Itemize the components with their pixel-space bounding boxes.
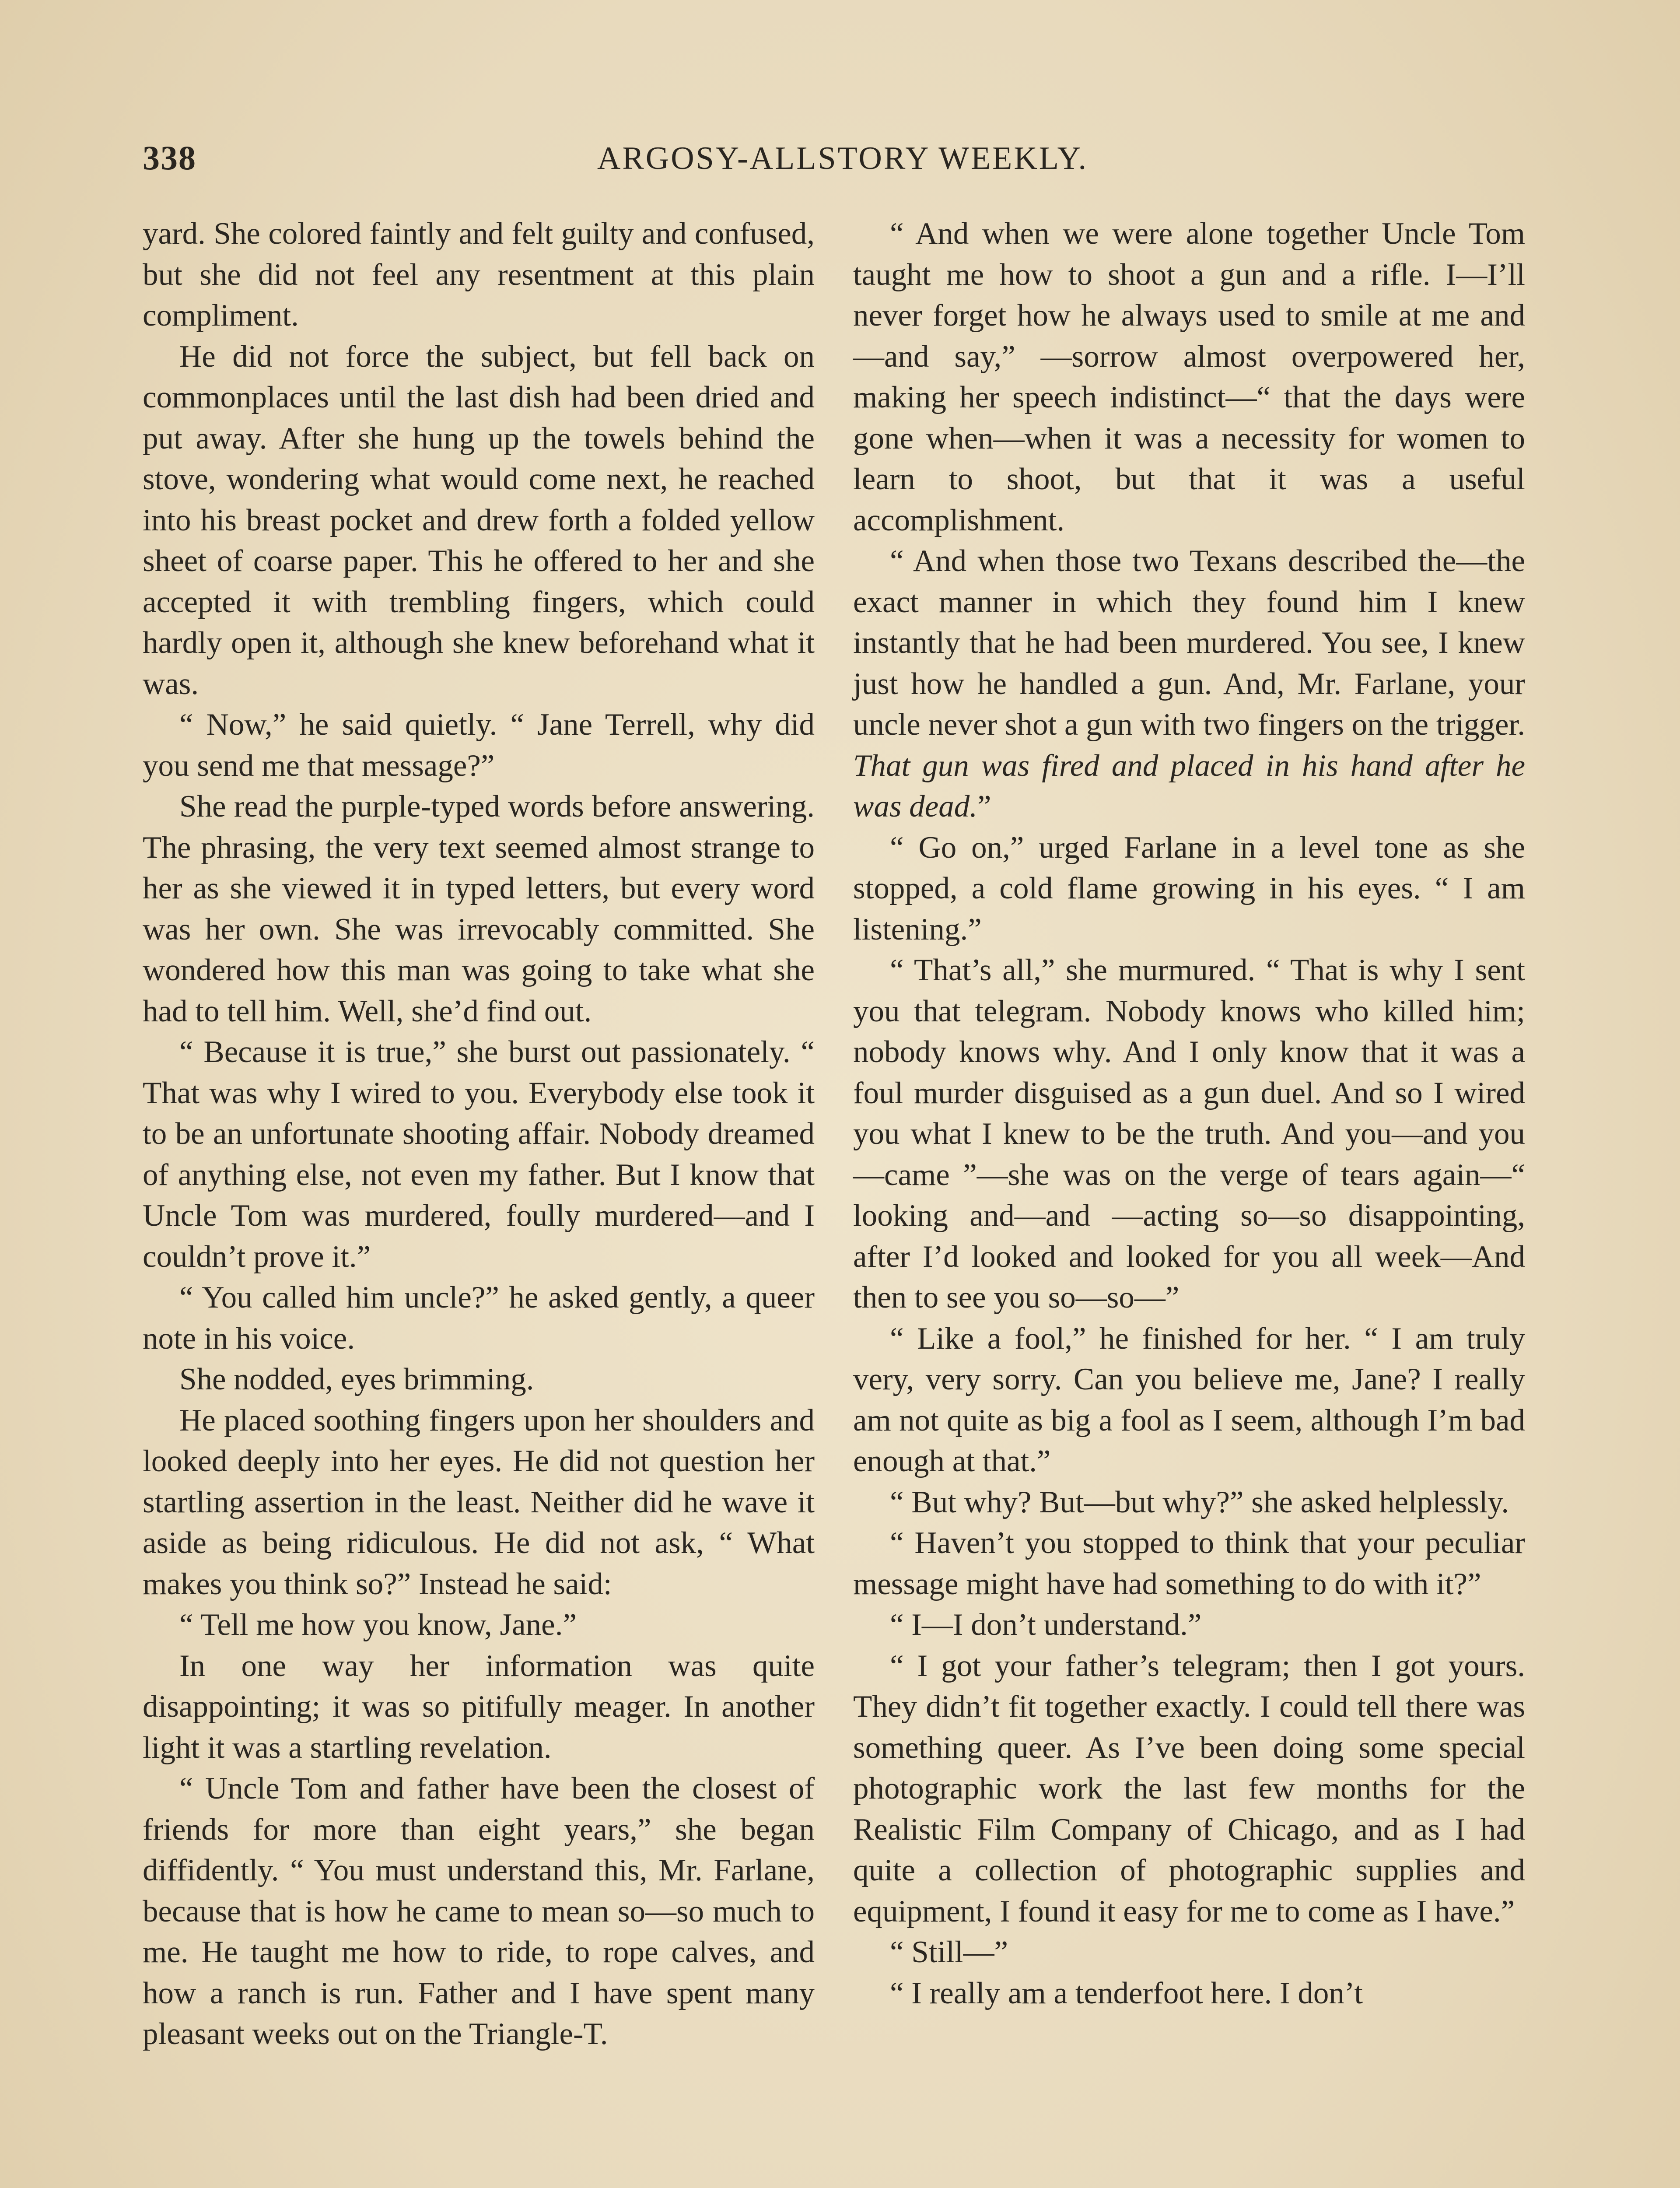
paragraph: She read the purple-typed words before answering. The phrasing, the very text seemed almost strange to her as she viewed it in typed letters, but every word was her own. She was irrevocably committed. She wondered how this man was going to take what she had to tell him. Well, she’d find out. bbox=[143, 789, 815, 1028]
paragraph: “ I got your father’s telegram; then I got yours. They didn’t fit together exactly. I could tell there was something queer. As I’ve been doing some special photographic work the last few months for the Realistic Film Company of Chicago, and as I had quite a collection of photographic supplies and equipment, I found it easy for me to come as I have.” bbox=[853, 1648, 1525, 1929]
paragraph: “ Go on,” urged Farlane in a level tone as she stopped, a cold flame growing in his eyes. “ I am listening.” bbox=[853, 830, 1525, 947]
closing-quote: ” bbox=[977, 789, 991, 824]
paragraph: yard. She colored faintly and felt guilty and confused, but she did not feel any resentment at this plain compliment. bbox=[143, 217, 815, 333]
paragraph: “ That’s all,” she murmured. “ That is why I sent you that telegram. Nobody knows who killed him; nobody knows why. And I only know that it was a foul murder disguised as a gun duel. And so I wired you what I knew to be the truth. And you—and you—came ”—she was on the verge of tears again—“ looking and—and —acting so—so disappointing, after I’d looked and looked for you all week—And then to see you so—so—” bbox=[853, 953, 1525, 1315]
paragraph: “ Haven’t you stopped to think that your peculiar message might have had something to do with it?” bbox=[853, 1526, 1525, 1601]
paragraph-text: “ And when those two Texans described the—the exact manner in which they found him I knew instantly that he had been murdered. You see, I knew just how he handled a gun. And, Mr. Farlane, your uncle never shot a gun with two fingers on the trigger. bbox=[853, 544, 1525, 742]
italic-passage: That gun was fired and placed in his hand after he was dead. bbox=[853, 748, 1525, 824]
page-header bbox=[143, 134, 1543, 182]
paragraph: “ I really am a tenderfoot here. I don’t bbox=[890, 1976, 1363, 2010]
paragraph: “ And when we were alone together Uncle Tom taught me how to shoot a gun and a rifle. I—I’ll never forget how he always used to smile at me and—and say,” —sorrow almost overpowered her, making her speech indistinct—“ that the days were gone when—when it was a necessity for women to learn to shoot, but that it was a useful accomplishment. bbox=[853, 217, 1525, 537]
paragraph: “ Tell me how you know, Jane.” bbox=[179, 1608, 577, 1642]
paragraph: “ Still—” bbox=[890, 1935, 1008, 1969]
paragraph: “ Because it is true,” she burst out passionately. “ That was why I wired to you. Everybody else took it to be an unfortunate shooting affair. Nobody dreamed of anything else, not even my father. But I know that Uncle Tom was murdered, foully murdered—and I couldn’t prove it.” bbox=[143, 1035, 815, 1274]
paragraph bbox=[853, 541, 1525, 828]
paragraph: “ But why? But—but why?” she asked helplessly. bbox=[890, 1485, 1509, 1519]
paragraph: “ Now,” he said quietly. “ Jane Terrell, why did you send me that message?” bbox=[143, 708, 815, 783]
paragraph: “ Like a fool,” he finished for her. “ I am truly very, very sorry. Can you believe me, Jane? I really am not quite as big a fool as I seem, although I’m bad enough at that.” bbox=[853, 1321, 1525, 1478]
paragraph: “ Uncle Tom and father have been the closest of friends for more than eight years,” she began diffidently. “ You must understand this, Mr. Farlane, because that is how he came to mean so—so much to me. He taught me how to ride, to rope calves, and how a ranch is run. Father and I have spent many pleasant weeks out on the Triangle-T. bbox=[143, 1771, 815, 2051]
paragraph: He placed soothing fingers upon her shoulders and looked deeply into her eyes. He did not question her startling assertion in the least. Neither did he wave it aside as being ridiculous. He did not ask, “ What makes you think so?” Instead he said: bbox=[143, 1403, 815, 1601]
running-head: ARGOSY-ALLSTORY WEEKLY. bbox=[597, 140, 1088, 176]
paragraph: “ You called him uncle?” he asked gently, a queer note in his voice. bbox=[143, 1280, 815, 1356]
paragraph: “ I—I don’t understand.” bbox=[890, 1608, 1202, 1642]
paragraph: She nodded, eyes brimming. bbox=[179, 1362, 534, 1396]
left-column bbox=[143, 214, 815, 2055]
right-column bbox=[853, 214, 1525, 2014]
paragraph: In one way her information was quite disappointing; it was so pitifully meager. In another light it was a startling revelation. bbox=[143, 1648, 815, 1765]
paragraph: He did not force the subject, but fell back on commonplaces until the last dish had been dried and put away. After she hung up the towels behind the stove, wondering what would come next, he reached into his breast pocket and drew forth a folded yellow sheet of coarse paper. This he offered to her and she accepted it with trembling fingers, which could hardly open it, although she knew beforehand what it was. bbox=[143, 339, 815, 701]
page-number: 338 bbox=[143, 139, 196, 177]
